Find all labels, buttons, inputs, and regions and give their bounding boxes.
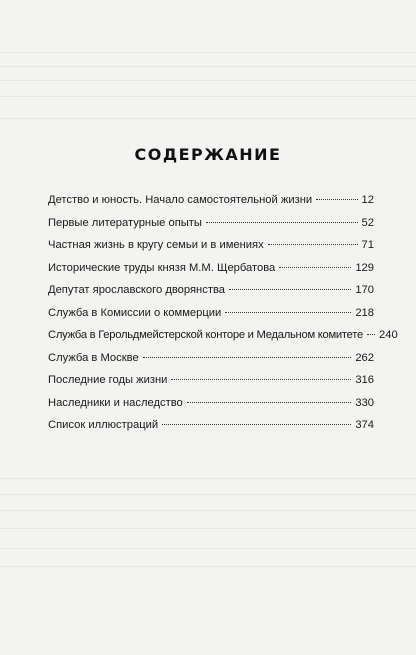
bleed-through-line xyxy=(0,510,416,511)
toc-entry-page: 316 xyxy=(355,374,374,386)
dot-leader xyxy=(279,267,351,268)
bleed-through-line xyxy=(0,80,416,81)
toc-entry[interactable] xyxy=(48,189,374,212)
toc-entry-label: Депутат ярославского дворянства xyxy=(48,284,225,296)
toc-entry-page: 262 xyxy=(355,351,374,364)
toc-entry-label: Список иллюстраций xyxy=(48,419,159,431)
toc-entry-page: 374 xyxy=(355,419,374,431)
dot-leader xyxy=(367,334,375,335)
dot-leader xyxy=(316,199,357,200)
table-of-contents xyxy=(48,189,398,437)
dot-leader xyxy=(206,222,358,223)
toc-entry[interactable] xyxy=(48,392,374,415)
bleed-through-line xyxy=(0,52,416,53)
toc-entry-label: Служба в Комиссии о коммерции xyxy=(48,306,222,319)
dot-leader xyxy=(225,312,351,313)
toc-entry-page: 240 xyxy=(379,329,398,341)
page-title: СОДЕРЖАНИЕ xyxy=(134,145,282,164)
bleed-through-line xyxy=(0,548,416,549)
dot-leader xyxy=(268,244,358,245)
toc-entry-label: Последние годы жизни xyxy=(48,374,168,386)
toc-entry-label: Первые литературные опыты xyxy=(48,216,202,229)
bleed-through-line xyxy=(0,494,416,495)
dot-leader xyxy=(187,402,352,403)
dot-leader xyxy=(229,289,351,290)
toc-entry-page: 170 xyxy=(355,284,374,296)
toc-entry-page: 71 xyxy=(361,239,374,251)
dot-leader xyxy=(143,357,352,358)
toc-entry-label: Наследники и наследство xyxy=(48,396,183,409)
toc-entry-page: 129 xyxy=(355,261,374,274)
toc-entry[interactable] xyxy=(48,257,374,280)
toc-entry[interactable] xyxy=(48,234,374,257)
toc-entry-label: Исторические труды князя М.М. Щербатова xyxy=(48,261,276,274)
bleed-through-line xyxy=(0,528,416,529)
bleed-through-line xyxy=(0,478,416,479)
toc-entry[interactable] xyxy=(48,212,374,235)
toc-entry-label: Служба в Герольдмейстерской конторе и Медальном комитете xyxy=(48,329,364,341)
toc-entry[interactable] xyxy=(48,302,374,325)
toc-entry[interactable] xyxy=(48,414,374,437)
dot-leader xyxy=(162,424,351,425)
toc-entry-label: Частная жизнь в кругу семьи и в имениях xyxy=(48,239,264,251)
toc-entry-label: Служба в Москве xyxy=(48,351,139,364)
toc-entry[interactable] xyxy=(48,347,374,370)
bleed-through-line xyxy=(0,566,416,567)
toc-entry-page: 218 xyxy=(355,306,374,319)
toc-entry-label: Детство и юность. Начало самостоятельной жизни xyxy=(48,194,313,206)
toc-entry[interactable] xyxy=(48,369,374,392)
dot-leader xyxy=(171,379,351,380)
toc-entry[interactable] xyxy=(48,324,398,347)
bleed-through-line xyxy=(0,96,416,97)
bleed-through-line xyxy=(0,118,416,119)
toc-entry-page: 52 xyxy=(361,216,374,229)
toc-entry-page: 330 xyxy=(355,396,374,409)
bleed-through-line xyxy=(0,66,416,67)
toc-entry-page: 12 xyxy=(361,194,374,206)
toc-entry[interactable] xyxy=(48,279,374,302)
